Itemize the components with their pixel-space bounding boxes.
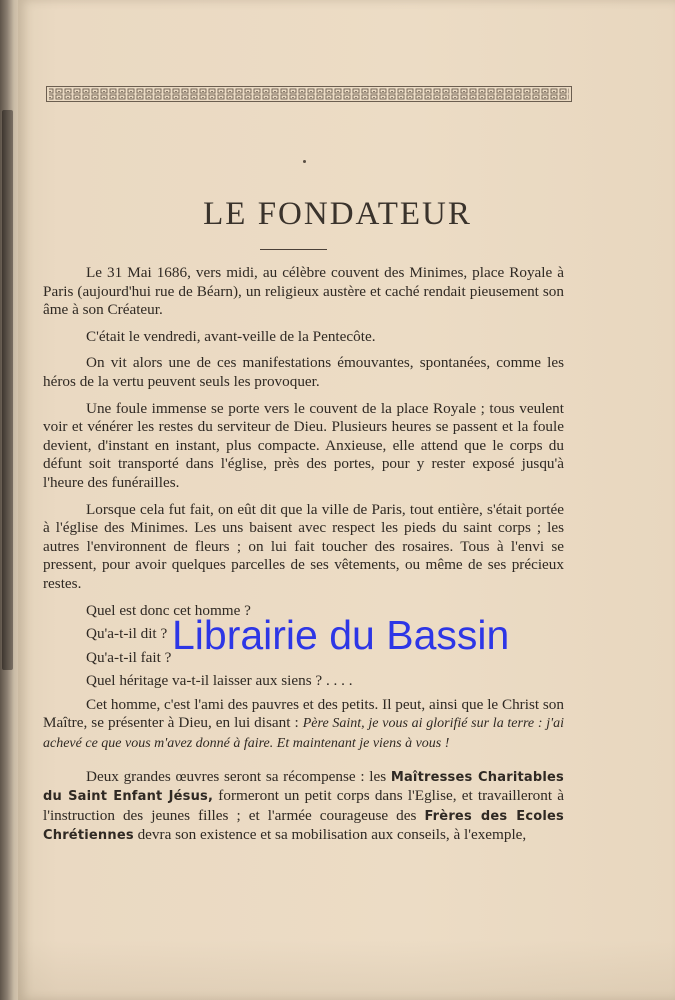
book-spine-edge xyxy=(0,0,20,1000)
decorative-border-band xyxy=(46,86,572,102)
question-3: Qu'a-t-il fait ? xyxy=(86,648,172,666)
paragraph-5: Lorsque cela fut fait, on eût dit que la ville de Paris, tout entière, s'était portée à l'église des Minimes. Les uns baisent avec respect les pieds du saint corps ; les autres l'environnent de fleurs ; on lui fait toucher des rosaires. Tous à l'envi se pressent, pour avoir quelques parcelles de ses vêtements, ou même de ses précieux restes. xyxy=(43,500,564,592)
paragraph-2: C'était le vendredi, avant-veille de la Pentecôte. xyxy=(86,327,376,345)
paragraph-6 xyxy=(43,696,564,754)
greek-key-border-icon xyxy=(46,86,572,102)
paragraph-3: On vit alors une de ces manifestations émouvantes, spontanées, comme les héros de la vertu peuvent seuls les provoquer. xyxy=(43,354,564,390)
question-1: Quel est donc cet homme ? xyxy=(86,601,251,619)
body-text xyxy=(43,264,564,854)
title-underline-rule xyxy=(260,249,327,250)
question-2: Qu'a-t-il dit ? xyxy=(86,625,168,643)
paragraph-7-text-c: devra son existence et sa mobilisation aux conseils, à l'exemple, xyxy=(137,826,527,844)
paragraph-6-text: Cet homme, c'est l'ami des pauvres et des petits. Il peut, ainsi que le Christ son Maître, se présenter à Dieu, en lui disant : xyxy=(43,695,564,732)
paragraph-7-text-a: Deux grandes œuvres seront sa récompense : les xyxy=(86,767,387,785)
paragraph-4: Une foule immense se porte vers le couvent de la place Royale ; tous veulent voir et vénérer les restes du serviteur de Dieu. Plusieurs heures se passent et la foule devient, d'instant en instant, plus compacte. Anxieuse, elle attend que le corps du défunt soit transporté dans l'église, près des portes, pour y rester exposé jusqu'à l'heure des funérailles. xyxy=(43,399,564,491)
paragraph-7-bold-2: Frères des Ecoles Chrétiennes xyxy=(43,808,564,844)
question-4: Quel héritage va-t-il laisser aux siens ? . . . . xyxy=(86,672,353,690)
watermark-text: Librairie du Bassin xyxy=(172,612,510,658)
page-title: LE FONDATEUR xyxy=(203,196,472,232)
paragraph-7 xyxy=(43,768,564,846)
ornament-dot xyxy=(303,160,306,163)
adjacent-page-photo xyxy=(2,110,13,670)
paragraph-1: Le 31 Mai 1686, vers midi, au célèbre couvent des Minimes, place Royale à Paris (aujourd'hui rue de Béarn), un religieux austère et caché rendait pieusement son âme à son Créateur. xyxy=(43,264,564,319)
paragraph-6-quote: Père Saint, je vous ai glorifié sur la terre : j'ai achevé ce que vous m'avez donné à faire. Et maintenant je viens à vous ! xyxy=(43,716,565,752)
page-shading xyxy=(18,940,675,1000)
paragraph-7-bold-1: Maîtresses Charitables du Saint Enfant Jésus, xyxy=(43,769,564,805)
paragraph-7-text-b: formeront un petit corps dans l'Eglise, et travailleront à l'instruction des jeunes filles ; et l'armée courageuse des xyxy=(43,787,565,824)
